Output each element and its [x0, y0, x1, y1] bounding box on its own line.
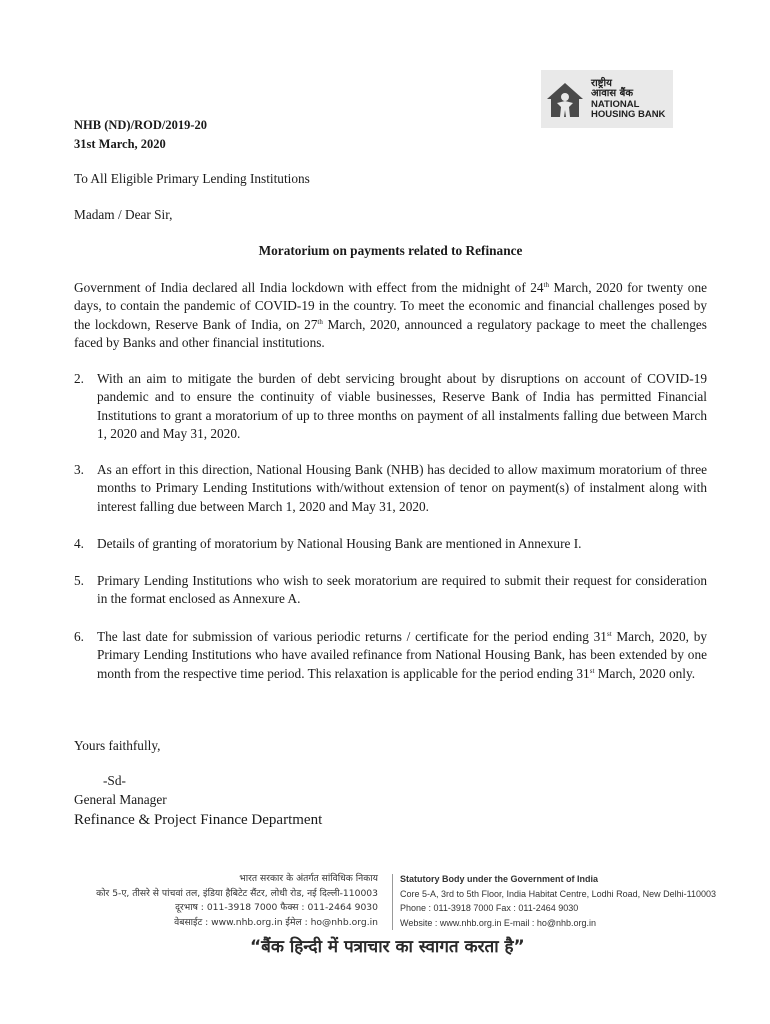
footer-hindi-block: भारत सरकार के अंतर्गत सांविधिक निकाय कोर 5-ए, तीसरे से पांचवां तल, इंडिया हैबिटेट सैंटर, लोधी रोड, नई दिल्ली-110003 दूरभाष : 011-3918 7000 फैक्स : 011-2464 9030 वेबसाईट : www.nhb.org.in ईमेल : ho@nhb.org.in [96, 873, 378, 928]
list-item: 5. Primary Lending Institutions who wish to seek moratorium are required to submit their request for consideration in the format enclosed as Annexure A. [74, 573, 707, 607]
list-item: 4. Details of granting of moratorium by National Housing Bank are mentioned in Annexure I. [74, 536, 582, 551]
reference-block [74, 116, 207, 154]
signature-mark: -Sd- [103, 773, 126, 788]
subject-line: Moratorium on payments related to Refinance [258, 243, 523, 258]
house-with-figure-icon [543, 77, 587, 121]
intro-paragraph: Government of India declared all India lockdown with effect from the midnight of 24th March, 2020 for twenty one days, to contain the pandemic of COVID-19 in the country. To meet the economic and financial challenges posed by the lockdown, Reserve Bank of India, on 27th March, 2020, announced a regulatory package to meet the challenges faced by Banks and other financial institutions. [74, 280, 707, 350]
signatory-department: Refinance & Project Finance Department [74, 812, 323, 828]
letter-date: 31st March, 2020 [74, 137, 166, 151]
list-item: 2. With an aim to mitigate the burden of debt servicing brought about by disruptions on account of COVID-19 pandemic and to ensure the continuity of viable businesses, Reserve Bank of India has permitted Financial Institutions to grant a moratorium of up to three months on payment of all instalments falling due between March 1, 2020 and May 31, 2020. [74, 371, 707, 441]
logo-hindi-line2: आवास बैंक [591, 88, 634, 100]
footer-english-block: Statutory Body under the Government of India Core 5-A, 3rd to 5th Floor, India Habitat Centre, Lodhi Road, New Delhi-110003 Phone : 011-3918 7000 Fax : 011-2464 9030 Website : www.nhb.org.in E-mail : ho@nhb.org.in [400, 874, 717, 928]
logo-hindi-line1: राष्ट्रीय [591, 77, 612, 89]
list-item: 6. The last date for submission of various periodic returns / certificate for the period ending 31st March, 2020, by Primary Lending Institutions who have availed refinance from National Housing Bank, has been extended by one month from the respective time period. This relaxation is applicable for the period ending 31st March, 2020 only. [74, 629, 707, 681]
list-item: 3. As an effort in this direction, National Housing Bank (NHB) has decided to allow maximum moratorium of three months to Primary Lending Institutions with/without extension of tenor on payment(s) of instalment along with interest falling due between March 1, 2020 and May 31, 2020. [74, 462, 707, 514]
letterhead-footer [90, 872, 717, 962]
nhb-logo [541, 70, 673, 128]
reference-number: NHB (ND)/ROD/2019-20 [74, 118, 207, 132]
addressee: To All Eligible Primary Lending Institutions [74, 171, 310, 186]
closing-yours: Yours faithfully, [74, 738, 161, 753]
logo-english-line1: NATIONAL [591, 98, 640, 110]
footer-motto: “बैंक हिन्दी में पत्राचार का स्वागत करता है” [250, 937, 525, 957]
signatory-designation: General Manager [74, 792, 167, 807]
logo-english-line2: HOUSING BANK [591, 108, 666, 120]
footer-divider [392, 874, 393, 930]
salutation: Madam / Dear Sir, [74, 207, 173, 222]
